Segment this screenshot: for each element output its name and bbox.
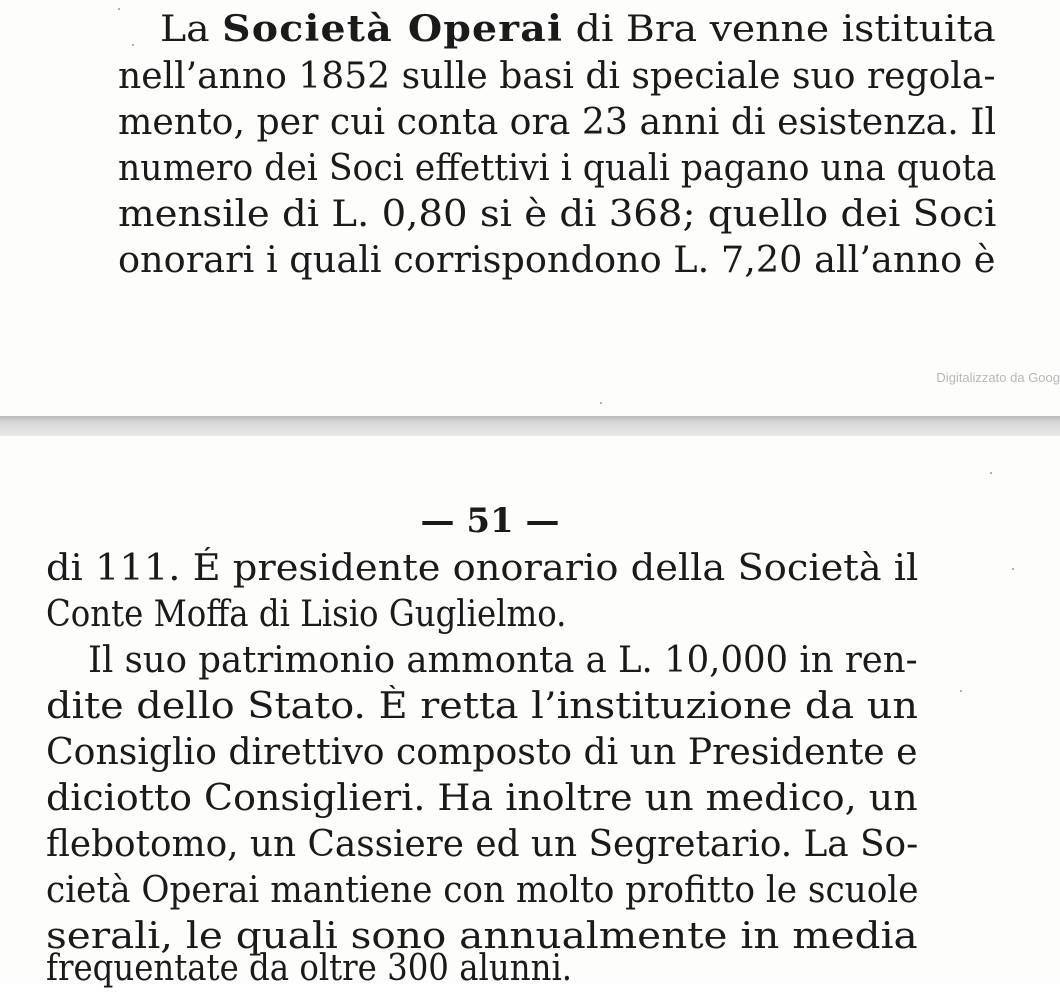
bottom-line-9: serali, le quali sono annualmente in media (46, 916, 918, 957)
scan-speck (132, 44, 134, 46)
page-separator (0, 416, 1060, 436)
top-line-4: numero dei Soci effettivi i quali pagano una quota (118, 148, 997, 189)
bottom-line-5: Consiglio direttivo composto di un Presidente e (46, 732, 918, 773)
bottom-line-8: cietà Operai mantiene con molto profitto le scuole (46, 870, 919, 911)
top-line-5: mensile di L. 0,80 si è di 368; quello dei Soci (118, 194, 997, 235)
bottom-line-10: frequentate da oltre 300 alunni. (46, 948, 573, 989)
scan-speck (960, 690, 962, 692)
bottom-line-3: Il suo patrimonio ammonta a L. 10,000 in ren- (88, 640, 918, 681)
scan-speck (990, 472, 992, 474)
top-line-6: onorari i quali corrispondono L. 7,20 all’anno è (118, 240, 996, 281)
top-line-1: La Società Operai di Bra venne istituita (160, 8, 996, 50)
society-name-bold: Società Operai (222, 8, 564, 50)
page-number: — 51 — (420, 501, 560, 541)
digitization-watermark: Digitalizzato da Goog (936, 370, 1060, 385)
top-line-2: nell’anno 1852 sulle basi di speciale suo regola- (118, 56, 996, 97)
bottom-line-1: di 111. É presidente onorario della Società il (46, 548, 919, 589)
scan-speck (600, 402, 602, 404)
scan-speck (1012, 568, 1014, 570)
bottom-line-2: Conte Moffa di Lisio Guglielmo. (46, 594, 567, 635)
bottom-line-6: diciotto Consiglieri. Ha inoltre un medico, un (46, 778, 918, 819)
bottom-line-7: flebotomo, un Cassiere ed un Segretario. La So- (46, 824, 919, 865)
top-line-3: mento, per cui conta ora 23 anni di esistenza. Il (118, 102, 997, 143)
scan-speck (118, 8, 120, 10)
bottom-line-4: dite dello Stato. È retta l’instituzione da un (46, 686, 918, 727)
